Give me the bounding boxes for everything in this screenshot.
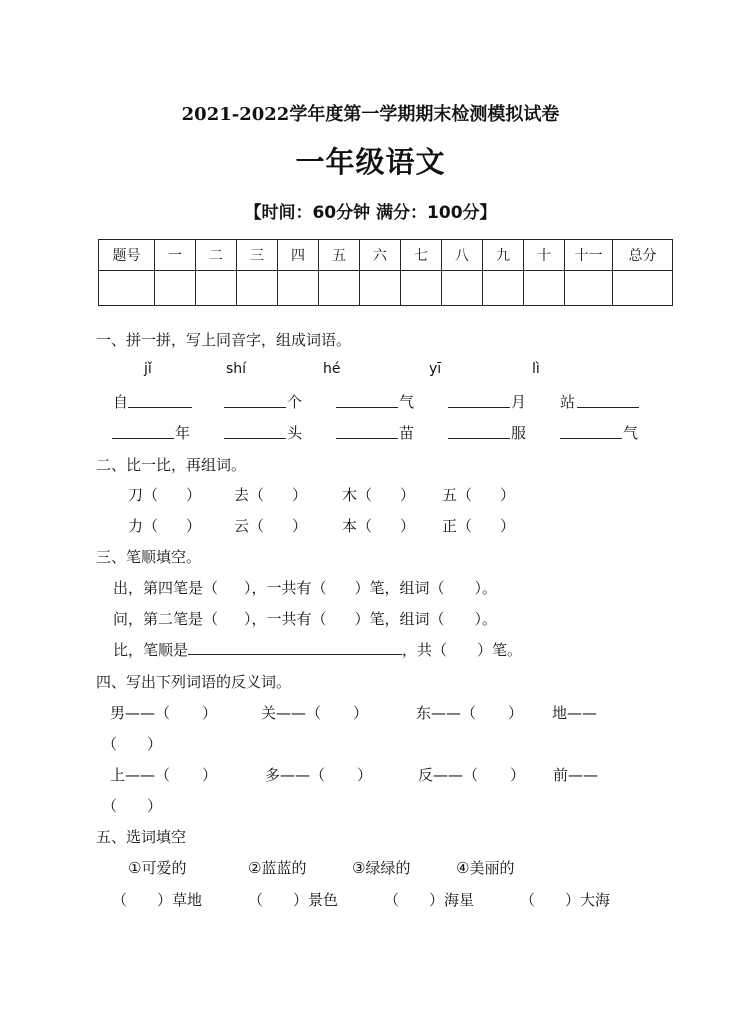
score-cell[interactable] (278, 271, 319, 306)
antonym-item: 多——（ ） (265, 766, 373, 784)
section2-heading: 二、比一比，再组词。 (96, 456, 247, 474)
table-header-cell: 十 (524, 240, 565, 271)
table-header-cell: 十一 (565, 240, 613, 271)
score-cell[interactable] (196, 271, 237, 306)
stroke-question-3: 比，笔顺是 ，共（ ）笔。 (113, 641, 523, 659)
table-header-cell: 二 (196, 240, 237, 271)
word-char: 站 (560, 393, 576, 411)
section1-heading: 一、拼一拼，写上同音字，组成词语。 (96, 331, 352, 349)
antonym-item: 东——（ ） (416, 704, 524, 722)
word-option: ④美丽的 (456, 859, 515, 877)
word-char: 头 (287, 424, 303, 442)
answer-blank[interactable] (448, 407, 510, 408)
answer-blank[interactable] (560, 438, 622, 439)
word-option: ②蓝蓝的 (248, 859, 307, 877)
score-cell[interactable] (524, 271, 565, 306)
antonym-item: 反——（ ） (418, 766, 526, 784)
compare-item: 正（ ） (442, 517, 516, 535)
pinyin-label: hé (323, 361, 341, 377)
exam-title: 2021-2022学年度第一学期期末检测模拟试卷 (181, 104, 560, 125)
answer-blank[interactable] (336, 438, 398, 439)
score-cell[interactable] (99, 271, 155, 306)
stroke-question-2: 问，第二笔是（ ），一共有（ ）笔，组词（ ）。 (113, 610, 498, 628)
word-char: 个 (287, 393, 303, 411)
score-table-header-row (99, 240, 673, 271)
table-header-cell: 一 (155, 240, 196, 271)
compare-item: 木（ ） (342, 486, 416, 504)
antonym-item: 上——（ ） (110, 766, 218, 784)
answer-blank[interactable] (577, 407, 639, 408)
score-table-score-row (99, 271, 673, 306)
word-char: 自 (113, 393, 129, 411)
word-option: ①可爱的 (128, 859, 187, 877)
compare-item: 五（ ） (442, 486, 516, 504)
stroke-question-1: 出，第四笔是（ ），一共有（ ）笔，组词（ ）。 (113, 579, 498, 597)
section3-heading: 三、笔顺填空。 (96, 548, 202, 566)
score-cell[interactable] (565, 271, 613, 306)
antonym-item: 男——（ ） (110, 704, 218, 722)
answer-blank[interactable] (448, 438, 510, 439)
answer-blank[interactable] (336, 407, 398, 408)
fill-blank-item: （ ）景色 (248, 891, 339, 909)
word-char: 气 (623, 424, 639, 442)
word-char: 苗 (399, 424, 415, 442)
antonym-item: 地—— (552, 704, 598, 722)
table-header-cell: 五 (319, 240, 360, 271)
table-header-cell: 六 (360, 240, 401, 271)
compare-item: 力（ ） (128, 517, 202, 535)
table-header-cell: 三 (237, 240, 278, 271)
score-cell[interactable] (401, 271, 442, 306)
table-header-cell: 九 (483, 240, 524, 271)
score-cell[interactable] (483, 271, 524, 306)
pinyin-label: lì (532, 361, 540, 377)
pinyin-label: shí (226, 361, 247, 377)
score-cell[interactable] (613, 271, 673, 306)
antonym-item: 前—— (553, 766, 599, 784)
score-cell[interactable] (155, 271, 196, 306)
table-header-cell: 题号 (99, 240, 155, 271)
antonym-wrap: （ ） (102, 735, 163, 753)
compare-item: 云（ ） (234, 517, 308, 535)
score-table (98, 239, 673, 306)
antonym-item: 关——（ ） (261, 704, 369, 722)
word-char: 气 (399, 393, 415, 411)
score-cell[interactable] (237, 271, 278, 306)
word-option: ③绿绿的 (352, 859, 411, 877)
stroke-order-blank[interactable] (188, 640, 402, 655)
word-char: 服 (511, 424, 527, 442)
word-char: 年 (175, 424, 191, 442)
antonym-wrap: （ ） (102, 797, 163, 815)
subject-title: 一年级语文 (295, 145, 446, 179)
table-header-cell: 总分 (613, 240, 673, 271)
word-char: 月 (511, 393, 527, 411)
answer-blank[interactable] (224, 407, 286, 408)
pinyin-label: jǐ (144, 361, 152, 377)
section4-heading: 四、写出下列词语的反义词。 (96, 673, 292, 691)
pinyin-label: yī (429, 361, 442, 377)
answer-blank[interactable] (224, 438, 286, 439)
table-header-cell: 七 (401, 240, 442, 271)
compare-item: 刀（ ） (128, 486, 202, 504)
score-cell[interactable] (319, 271, 360, 306)
score-cell[interactable] (442, 271, 483, 306)
table-header-cell: 四 (278, 240, 319, 271)
compare-item: 去（ ） (234, 486, 308, 504)
compare-item: 本（ ） (342, 517, 416, 535)
answer-blank[interactable] (128, 407, 192, 408)
fill-blank-item: （ ）海星 (384, 891, 475, 909)
section5-heading: 五、选词填空 (96, 828, 187, 846)
fill-blank-item: （ ）草地 (112, 891, 203, 909)
exam-info: 【时间：60分钟 满分：100分】 (244, 203, 497, 223)
score-cell[interactable] (360, 271, 401, 306)
answer-blank[interactable] (112, 438, 174, 439)
table-header-cell: 八 (442, 240, 483, 271)
fill-blank-item: （ ）大海 (520, 891, 611, 909)
